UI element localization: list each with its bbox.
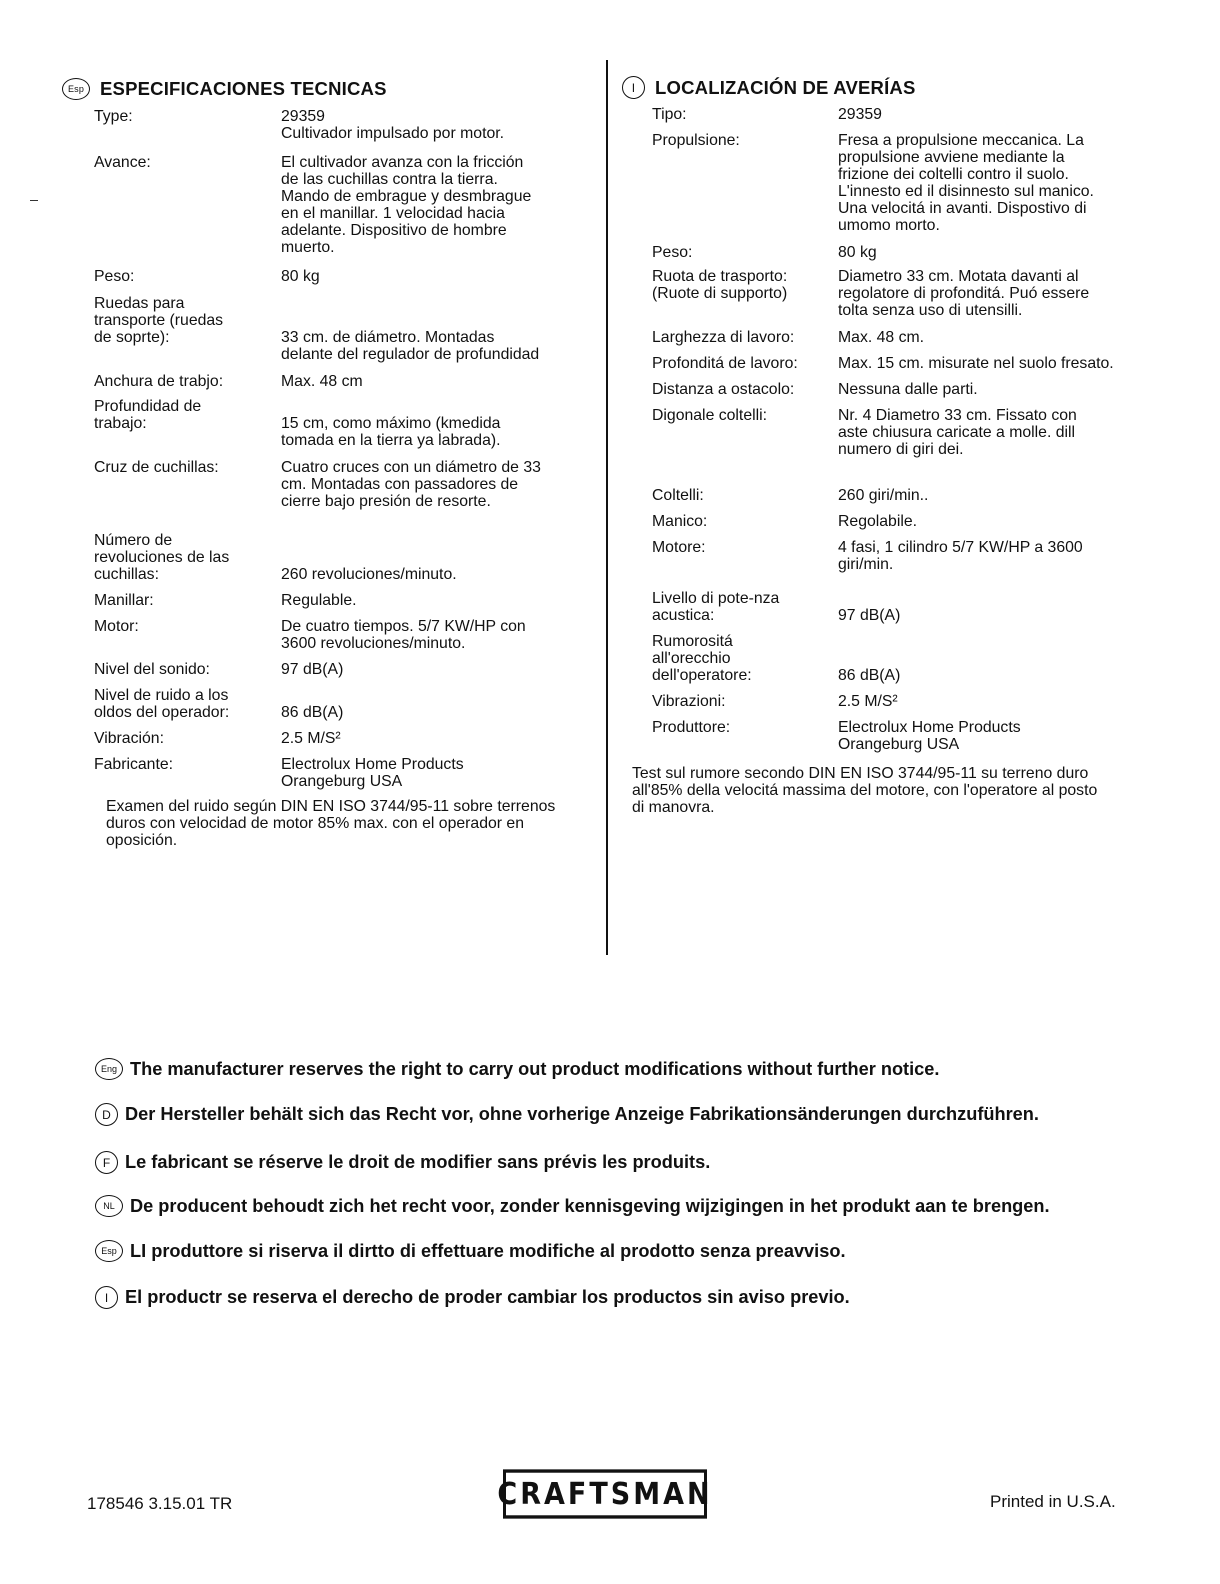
disclaimer-item (95, 1103, 1039, 1126)
spec-row (94, 618, 584, 652)
spec-row (652, 633, 1132, 684)
spec-label: Motor: (94, 618, 139, 635)
spec-label: Produttore: (652, 719, 731, 736)
spec-row (94, 592, 584, 609)
language-badge-nl: NL (95, 1195, 123, 1217)
spec-row (652, 487, 1132, 504)
document-code: 178546 3.15.01 TR (87, 1494, 233, 1513)
spec-row (94, 398, 584, 449)
spanish-spec-table (94, 108, 584, 790)
spec-value: 2.5 M/S² (281, 730, 341, 747)
language-badge-esp: Esp (62, 78, 90, 100)
spec-row (94, 108, 584, 142)
spec-value: 97 dB(A) (281, 661, 344, 678)
spec-row (652, 244, 1132, 261)
spec-value: Max. 15 cm. misurate nel suolo fresato. (838, 355, 1114, 372)
spec-value: 86 dB(A) (838, 667, 901, 684)
disclaimer-text: El productr se reserva el derecho de proder cambiar los productos sin aviso previo. (125, 1287, 850, 1307)
spec-row (652, 407, 1132, 458)
spec-row (652, 719, 1132, 753)
spec-row (652, 590, 1132, 624)
spec-label: Ruota de trasporto: (Ruote di supporto) (652, 268, 788, 302)
spec-value: Cuatro cruces con un diámetro de 33 cm. Montadas con passadores de cierre bajo presión de resorte. (281, 459, 541, 510)
spanish-noise-note: Examen del ruido según DIN EN ISO 3744/95-11 sobre terrenos duros con velocidad de motor 85% max. con el operador en oposición. (106, 798, 556, 849)
spec-label: Coltelli: (652, 487, 704, 504)
spec-value: Electrolux Home Products Orangeburg USA (838, 719, 1021, 753)
spec-label: Larghezza di lavoro: (652, 329, 795, 346)
spec-row (94, 661, 584, 678)
spec-label: Nivel del sonido: (94, 661, 210, 678)
spec-label: Vibración: (94, 730, 164, 747)
language-badge-f: F (95, 1151, 118, 1174)
spec-row (652, 513, 1132, 530)
italian-noise-note: Test sul rumore secondo DIN EN ISO 3744/95-11 su terreno duro all'85% della velocitá massima del motore, con l'operatore al posto di manovra. (632, 765, 1098, 816)
spec-value: 260 giri/min.. (838, 487, 929, 504)
spec-row (652, 329, 1132, 346)
spec-label: Tipo: (652, 106, 687, 123)
spec-row (94, 687, 584, 721)
disclaimer-item (95, 1151, 710, 1174)
spec-label: Ruedas para transporte (ruedas de soprte): (94, 295, 224, 346)
spec-row (652, 693, 1132, 710)
spec-row (652, 381, 1132, 398)
spec-row (94, 154, 584, 256)
spec-value: 97 dB(A) (838, 607, 901, 624)
spec-value: 29359 Cultivador impulsado por motor. (281, 108, 505, 142)
disclaimer-item (95, 1058, 939, 1080)
disclaimer-item (95, 1195, 1050, 1217)
spec-label: Motore: (652, 539, 706, 556)
spec-row (652, 539, 1132, 573)
spec-row (94, 373, 584, 390)
spec-value: Regolabile. (838, 513, 918, 530)
craftsman-logo: CRAFTSMAN (503, 1469, 707, 1518)
disclaimer-item (95, 1240, 846, 1262)
spec-value: 29359 (838, 106, 882, 123)
column-divider (606, 60, 608, 955)
spec-value: 86 dB(A) (281, 704, 344, 721)
spec-label: Cruz de cuchillas: (94, 459, 219, 476)
italian-heading: LOCALIZACIÓN DE AVERÍAS (655, 76, 916, 98)
spec-value: Max. 48 cm. (838, 329, 925, 346)
language-badge-eng: Eng (95, 1058, 123, 1080)
spec-value: 80 kg (838, 244, 877, 261)
spec-value: 33 cm. de diámetro. Montadas delante del regulador de profundidad (281, 329, 540, 363)
spec-value: 260 revoluciones/minuto. (281, 566, 457, 583)
spec-label: Peso: (94, 268, 135, 285)
spec-row (652, 355, 1132, 372)
spec-label: Distanza a ostacolo: (652, 381, 795, 398)
spec-value: Nessuna dalle parti. (838, 381, 978, 398)
spec-value: 80 kg (281, 268, 320, 285)
spec-row (94, 295, 584, 363)
disclaimer-item (95, 1286, 850, 1309)
language-badge-i: I (622, 76, 645, 99)
disclaimer-text: Le fabricant se réserve le droit de modifier sans prévis les produits. (125, 1152, 711, 1172)
spec-row (652, 268, 1132, 319)
disclaimer-text: De producent behoudt zich het recht voor, zonder kennisgeving wijzigingen in het produkt aan te brengen. (130, 1195, 1050, 1216)
spec-value: Regulable. (281, 592, 357, 609)
spanish-section-header (62, 78, 387, 100)
spec-label: Vibrazioni: (652, 693, 726, 710)
spec-label: Anchura de trabjo: (94, 373, 224, 390)
spec-label: Fabricante: (94, 756, 174, 773)
spec-label: Profonditá de lavoro: (652, 355, 798, 372)
spec-value: Diametro 33 cm. Motata davanti al regolatore di profonditá. Puó essere tolta senza uso di utensilli. (838, 268, 1090, 319)
italian-spec-table (652, 106, 1132, 753)
printed-in-label: Printed in U.S.A. (990, 1492, 1116, 1511)
disclaimer-text: The manufacturer reserves the right to carry out product modifications without further notice. (130, 1058, 940, 1079)
spec-label: Profundidad de trabajo: (94, 398, 202, 432)
spec-row (94, 532, 584, 583)
spec-value: 4 fasi, 1 cilindro 5/7 KW/HP a 3600 giri/min. (838, 539, 1083, 573)
spec-row (94, 756, 584, 790)
spec-label: Manico: (652, 513, 708, 530)
spanish-heading: ESPECIFICACIONES TECNICAS (100, 78, 387, 99)
spec-label: Propulsione: (652, 132, 740, 149)
disclaimer-text: Der Hersteller behält sich das Recht vor, ohne vorherige Anzeige Fabrikationsänderungen durchzuführen. (125, 1104, 1039, 1124)
margin-mark (30, 200, 38, 201)
spec-value: Max. 48 cm (281, 373, 363, 390)
spec-value: 2.5 M/S² (838, 693, 898, 710)
spec-label: Rumorositá all'orecchio dell'operatore: (652, 633, 752, 684)
spec-value: Electrolux Home Products Orangeburg USA (281, 756, 464, 790)
spec-row (94, 730, 584, 747)
spec-row (94, 459, 584, 510)
spec-label: Avance: (94, 154, 151, 171)
spec-label: Peso: (652, 244, 693, 261)
spec-label: Número de revoluciones de las cuchillas: (94, 532, 230, 583)
italian-section-header (622, 76, 916, 99)
spec-value: Fresa a propulsione meccanica. La propulsione avviene mediante la frizione dei coltelli contro il suolo. L'innesto ed il disinnesto sul manico. Una velocitá in avanti. Dispostivo di umomo morto. (838, 132, 1094, 234)
spec-value: Nr. 4 Diametro 33 cm. Fissato con aste chiusura caricate a molle. dill numero di giri dei. (838, 407, 1077, 458)
spec-label: Livello di pote-nza acustica: (652, 590, 780, 624)
spec-label: Type: (94, 108, 133, 125)
spec-value: El cultivador avanza con la fricción de las cuchillas contra la tierra. Mando de embrague y desmbrague en el manillar. 1 velocidad hacia adelante. Dispositivo de hombre muerto. (281, 154, 532, 256)
language-badge-i: I (95, 1286, 118, 1309)
disclaimer-text: LI produttore si riserva il dirtto di effettuare modifiche al prodotto senza preavviso. (130, 1240, 846, 1261)
spec-row (652, 132, 1132, 234)
language-badge-d: D (95, 1103, 118, 1126)
spec-label: Nivel de ruido a los oldos del operador: (94, 687, 230, 721)
spec-value: 15 cm, como máximo (kmedida tomada en la tierra ya labrada). (281, 415, 501, 449)
spec-value: De cuatro tiempos. 5/7 KW/HP con 3600 revoluciones/minuto. (281, 618, 526, 652)
spec-label: Digonale coltelli: (652, 407, 768, 424)
spec-label: Manillar: (94, 592, 154, 609)
spec-row (94, 268, 584, 285)
spec-row (652, 106, 1132, 123)
language-badge-esp: Esp (95, 1240, 123, 1262)
